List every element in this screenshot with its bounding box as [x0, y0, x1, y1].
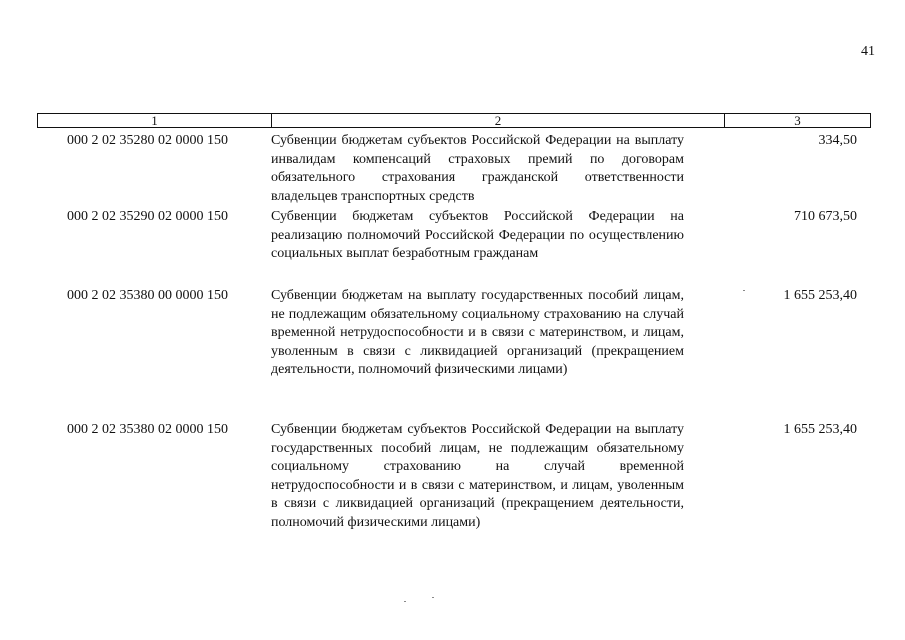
- budget-code: 000 2 02 35380 00 0000 150: [67, 288, 228, 303]
- row-amount: 1 655 253,40: [783, 422, 857, 437]
- row-amount: 710 673,50: [794, 209, 857, 224]
- header-col-1: 1: [38, 114, 272, 127]
- row-description: Субвенции бюджетам субъектов Российской Федерации на реализацию полномочий Российской Федерации по осуществлению социальных выплат безработным гражданам: [271, 209, 684, 262]
- budget-code: 000 2 02 35290 02 0000 150: [67, 209, 228, 224]
- page-number: 41: [861, 44, 875, 59]
- row-amount: 1 655 253,40: [783, 288, 857, 303]
- row-amount: 334,50: [818, 133, 857, 148]
- scan-speck: [432, 597, 434, 598]
- header-col-3: 3: [794, 113, 801, 128]
- header-col-2: 2: [272, 114, 725, 127]
- row-description: Субвенции бюджетам субъектов Российской Федерации на выплату инвалидам компенсаций страховых премий по договорам обязательного страхования гражданской ответственности владельцев транспортных средств: [271, 133, 684, 204]
- budget-code: 000 2 02 35280 02 0000 150: [67, 133, 228, 148]
- row-description: Субвенции бюджетам на выплату государственных пособий лицам, не подлежащим обязательному социальному страхованию на случай временной нетрудоспособности и в связи с материнством, и лицам, уволенным в связи с ликвидацией организаций (прекращением деятельности, полномочий физическими лицами): [271, 288, 684, 378]
- scan-speck: [743, 290, 745, 291]
- table-header-row: [37, 113, 871, 128]
- scan-speck: [404, 601, 406, 602]
- budget-code: 000 2 02 35380 02 0000 150: [67, 422, 228, 437]
- row-description: Субвенции бюджетам субъектов Российской Федерации на выплату государственных пособий лицам, не подлежащим обязательному социальному страхованию на случай временной нетрудоспособности и в связи с материнством, и лицам, уволенным в связи с ликвидацией организаций (прекращением деятельности, полномочий физическими лицами): [271, 422, 684, 530]
